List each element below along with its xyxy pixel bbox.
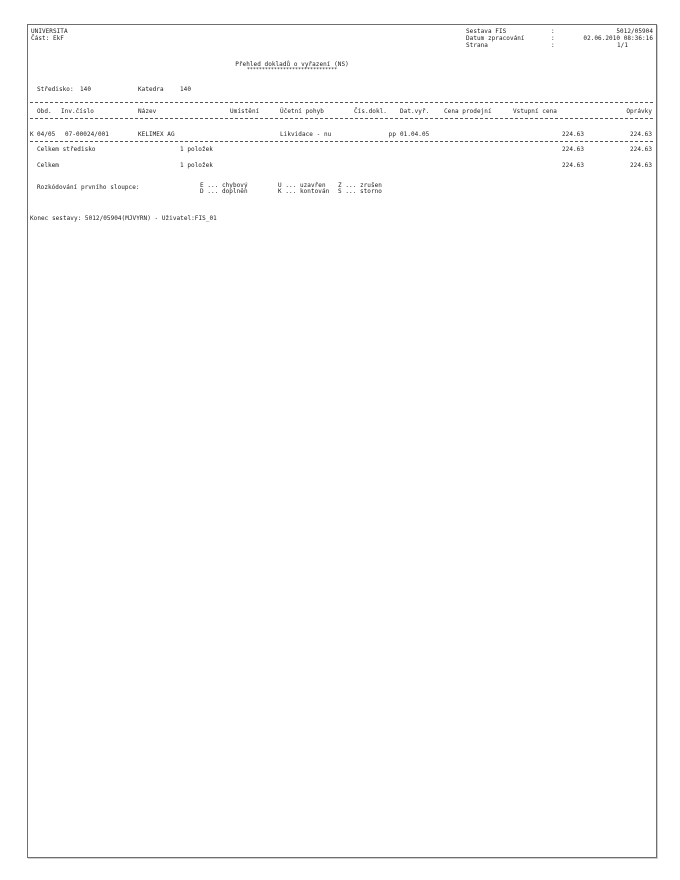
total-depreciation: 224.63	[630, 162, 652, 169]
row-date: 01.04.05	[400, 131, 430, 138]
report-end-line: Konec sestavy: 5012/05904(MJVYRN) - Uživatel:FIS_01	[30, 215, 217, 222]
report-title-underline: ******************************	[246, 67, 338, 73]
legend-item-posted: K ... kontován	[278, 188, 330, 195]
report-page	[27, 24, 657, 858]
total-entry-price: 224.63	[562, 162, 584, 169]
date-label: Datum zpracování	[466, 35, 525, 42]
report-number: 5012/05904	[616, 28, 653, 35]
legend-item-supplemented: D ... doplněn	[200, 188, 248, 195]
total-label: Celkem	[37, 162, 59, 169]
col-header-depreciation: Oprávky	[626, 108, 652, 115]
col-header-doc-number: Čís.dokl.	[354, 108, 387, 115]
row-entry-price: 224.63	[562, 131, 584, 138]
total-count: 1 položek	[180, 162, 213, 169]
table-header-rule	[30, 118, 653, 119]
department-value: 140	[180, 86, 191, 93]
table-top-rule	[30, 102, 653, 103]
row-flag: K	[30, 131, 34, 138]
center-label: Středisko:	[37, 86, 74, 93]
total-center-entry-price: 224.63	[562, 146, 584, 153]
legend-item-error: E ... chybový	[200, 182, 248, 189]
total-center-label: Celkem středisko	[37, 146, 96, 153]
org-name: UNIVERSITA	[31, 28, 68, 35]
total-center-depreciation: 224.63	[630, 146, 652, 153]
col-header-inv-number: Inv.číslo	[61, 108, 94, 115]
col-header-sale-price: Cena prodejní	[444, 108, 492, 115]
col-header-name: Název	[138, 108, 157, 115]
row-depreciation: 224.63	[630, 131, 652, 138]
org-part: Část: EkF	[31, 35, 64, 42]
legend-item-closed: U ... uzavřen	[278, 182, 326, 189]
row-period: 04/05	[37, 131, 56, 138]
legend-item-reversed: S ... storno	[338, 188, 382, 195]
center-value: 140	[80, 86, 91, 93]
report-colon: :	[551, 28, 555, 35]
row-name: KELIMEX AG	[138, 131, 175, 138]
department-label: Katedra	[138, 86, 164, 93]
date-colon: :	[551, 35, 555, 42]
row-inv-number: 07-00024/001	[65, 131, 109, 138]
total-center-count: 1 položek	[180, 146, 213, 153]
date-value: 02.06.2010 08:36:16	[583, 35, 653, 42]
report-title: Přehled dokladů o vyřazení (NS)	[235, 61, 349, 68]
row-movement: Likvidace - nu	[280, 131, 332, 138]
page-colon: :	[551, 42, 555, 49]
legend-title: Rozkódování prvního sloupce:	[37, 184, 140, 191]
col-header-period: Obd.	[37, 108, 52, 115]
col-header-entry-price: Vstupní cena	[513, 108, 557, 115]
table-body-rule	[30, 141, 653, 142]
report-label: Sestava FIS	[466, 28, 507, 35]
page-label: Strana	[466, 42, 488, 49]
col-header-location: Umístění	[230, 108, 260, 115]
page-value: 1/1	[617, 42, 628, 49]
col-header-date: Dat.vyř.	[400, 108, 430, 115]
legend-item-cancelled: Z ... zrušen	[338, 182, 382, 189]
row-doc-number: pp	[388, 131, 396, 138]
col-header-movement: Účetní pohyb	[280, 108, 324, 115]
